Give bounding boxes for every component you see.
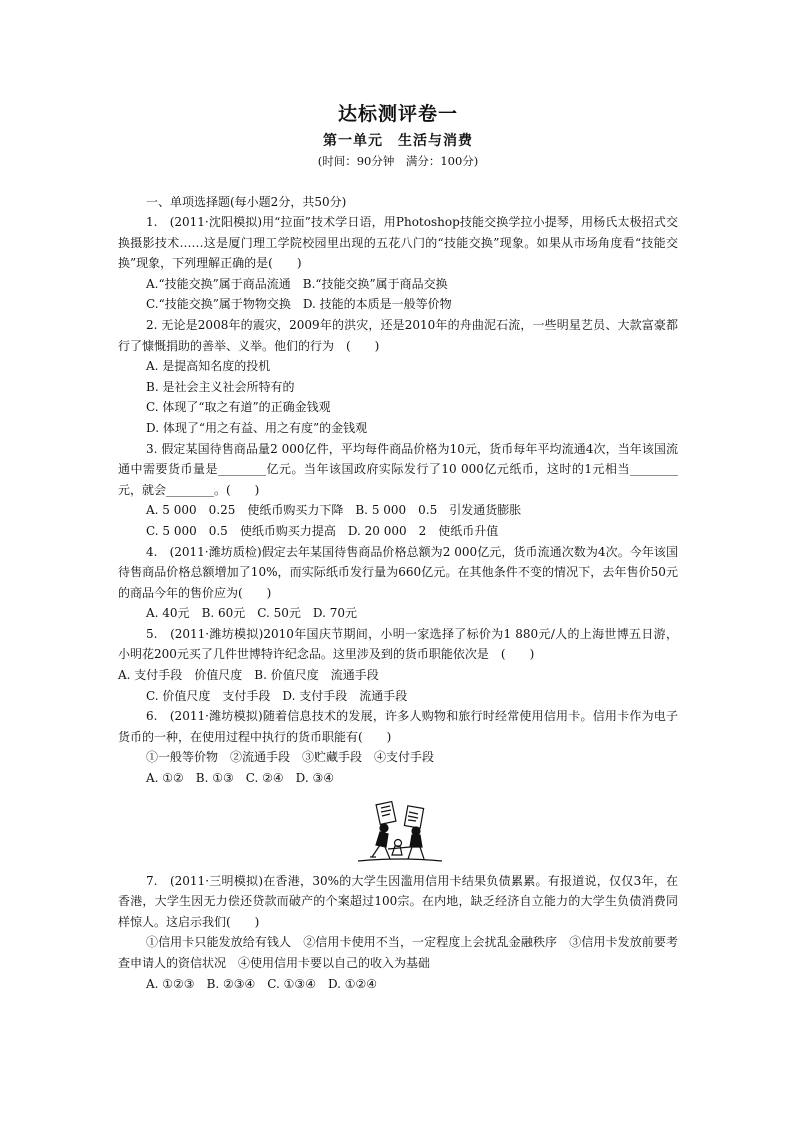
- question-7: [118, 871, 678, 995]
- question-stem: 1. (2011·沈阳模拟)用“拉面”技术学日语，用Photoshop技能交换学拉小提琴，用杨氏太极招式交换摄影技术……这是厦门理工学院校园里出现的五花八门的“技能交换”现象。如果从市场角度看“技能交换”现象，下列理解正确的是( ): [118, 215, 678, 271]
- question-6: [118, 706, 678, 788]
- question-5: [118, 624, 678, 706]
- question-stem: 3. 假定某国待售商品量2 000亿件，平均每件商品价格为10元，货币每年平均流通4次，当年该国流通中需要货币量是________亿元。当年该国政府实际发行了10 000亿元纸币，这时的1元相当________元，就会________。( ): [118, 441, 678, 497]
- question-stem: 6. (2011·潍坊模拟)随着信息技术的发展，许多人购物和旅行时经常使用信用卡。信用卡作为电子货币的一种，在使用过程中执行的货币职能有( ): [118, 709, 678, 744]
- question-stem: 2. 无论是2008年的震灾，2009年的洪灾，还是2010年的舟曲泥石流，一些明星艺员、大款富豪都行了慷慨捐助的善举、义举。他们的行为 ( ): [118, 317, 678, 353]
- statement-list: ①信用卡只能发放给有钱人 ②信用卡使用不当，一定程度上会扰乱金融秩序 ③信用卡发放前要考查申请人的资信状况 ④使用信用卡要以自己的收入为基础: [118, 935, 678, 970]
- page-title: 达标测评卷一: [337, 103, 458, 125]
- option-line: C. 5 000 0.5 使纸币购买力提高 D. 20 000 2 使纸币升值: [146, 523, 499, 538]
- question-2: [118, 315, 678, 439]
- unit-subtitle: 第一单元 生活与消费: [323, 133, 473, 149]
- option-line: C. 体现了“取之有道”的正确金钱观: [146, 400, 331, 415]
- option-line: ①一般等价物 ②流通手段 ③贮藏手段 ④支付手段: [146, 750, 435, 765]
- option-line: A.“技能交换”属于商品流通 B.“技能交换”属于商品交换: [146, 276, 448, 291]
- question-3: [118, 439, 678, 542]
- option-line: D. 体现了“用之有益、用之有度”的金钱观: [146, 420, 368, 435]
- option-line: A. ①② B. ①③ C. ②④ D. ③④: [146, 771, 335, 786]
- option-line: A. 40元 B. 60元 C. 50元 D. 70元: [146, 606, 358, 621]
- question-stem: 4. (2011·潍坊质检)假定去年某国待售商品价格总额为2 000亿元，货币流通次数为4次。今年该国待售商品价格总额增加了10%，而实际纸币发行量为660亿元。在其他条件不变的情况下，去年售价50元的商品今年的售价应为( ): [118, 544, 678, 600]
- option-line: A. 是提高知名度的投机: [146, 359, 271, 374]
- option-line: A. 支付手段 价值尺度 B. 价值尺度 流通手段: [118, 668, 379, 683]
- time-info: (时间：90分钟 满分：100分): [317, 154, 479, 168]
- question-4: [118, 542, 678, 624]
- section-heading: 一、单项选择题(每小题2分，共50分): [146, 195, 347, 209]
- option-line: C.“技能交换”属于物物交换 D. 技能的本质是一般等价物: [146, 297, 452, 312]
- question-1: [118, 212, 678, 315]
- option-line: C. 价值尺度 支付手段 D. 支付手段 流通手段: [146, 688, 408, 703]
- option-line: A. 5 000 0.25 使纸币购买力下降 B. 5 000 0.5 引发通货膨胀: [146, 503, 522, 518]
- question-stem: 7. (2011·三明模拟)在香港，30%的大学生因滥用信用卡结果负债累累。有报道说，仅仅3年，在香港，大学生因无力偿还贷款而破产的个案超过100宗。在内地，缺乏经济自立能力的大学生负债消费同样惊人。这启示我们( ): [118, 873, 678, 929]
- option-line: A. ①②③ B. ②③④ C. ①③④ D. ①②④: [146, 976, 378, 991]
- exam-page: [118, 100, 678, 994]
- question-stem: 5. (2011·潍坊模拟)2010年国庆节期间，小明一家选择了标价为1 880元/人的上海世博五日游，小明花200元买了几件世博特许纪念品。这里涉及到的货币职能依次是 ( ): [118, 626, 678, 662]
- option-line: B. 是社会主义社会所特有的: [146, 379, 295, 394]
- cartoon-illustration: [350, 799, 450, 865]
